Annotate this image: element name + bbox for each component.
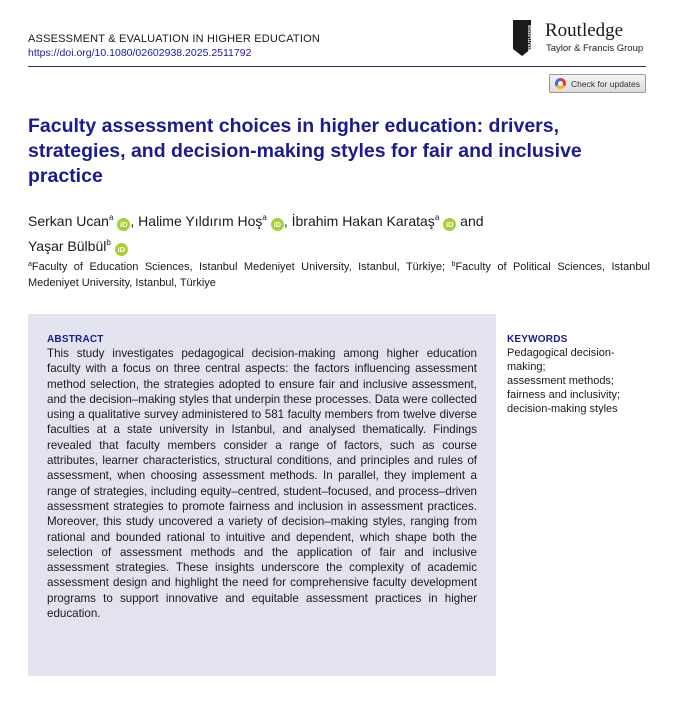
keyword-item: assessment methods; xyxy=(507,375,614,387)
header-divider xyxy=(28,66,646,67)
author-separator: and xyxy=(456,213,488,229)
abstract-text: This study investigates pedagogical decision-making among higher education faculty with a focus on three central aspects: the factors influencing assessment method selection, the strategies adopted to ensure fair and inclusive assessment, and the decision–making styles that underpin these processes. Data were collected using a qualitative survey administered to 581 faculty members from twelve diverse faculties at a state university in Istanbul, and analysed thematically. Findings revealed that faculty members consider a range of factors, such as course attributes, learner characteristics, structural conditions, and principles and rules of assessment, when choosing assessment methods. In parallel, they implement a range of strategies, including equity–centred, student–focused, and process–driven assessment strategies to promote fairness and inclusion in assessment practices. Moreover, this study uncovered a variety of decision–making styles, ranging from rational and bounded rational to intuitive and dependent, which shape both the selection of assessment methods and the application of fair and inclusive assessment strategies. These insights underscore the complexity of academic assessment design and highlight the need for comprehensive faculty development programs to support innovative and equitable assessment practices in higher education. xyxy=(47,347,477,621)
crossmark-icon xyxy=(555,78,566,89)
author-name[interactable]: İbrahim Hakan Karataş xyxy=(291,213,435,229)
affiliation-mark: b xyxy=(451,261,456,268)
orcid-icon[interactable]: iD xyxy=(271,218,284,231)
keyword-item: fairness and inclusivity; xyxy=(507,389,621,401)
publisher-logo xyxy=(511,19,651,59)
author-name[interactable]: Yaşar Bülbül xyxy=(28,238,107,254)
author-affiliation-mark: b xyxy=(106,238,111,247)
author-name[interactable]: Halime Yıldırım Hoş xyxy=(138,213,263,229)
affiliation-text: Faculty of Education Sciences, Istanbul Medeniyet University, Istanbul, Türkiye; xyxy=(31,261,452,273)
author-affiliation-mark: a xyxy=(108,213,114,222)
author-list xyxy=(28,207,638,257)
abstract-panel xyxy=(28,314,496,676)
author-affiliation-mark: a xyxy=(434,213,440,222)
keywords-list xyxy=(507,346,647,416)
author-separator: , xyxy=(283,213,292,229)
orcid-icon[interactable]: iD xyxy=(443,218,456,231)
affiliation-mark: a xyxy=(28,261,32,268)
affiliations xyxy=(28,257,650,291)
keywords-panel xyxy=(507,333,647,416)
publisher-group: Taylor & Francis Group xyxy=(546,43,644,54)
journal-name: ASSESSMENT & EVALUATION IN HIGHER EDUCATION xyxy=(28,33,321,45)
abstract-heading: ABSTRACT xyxy=(47,334,104,345)
keyword-item: Pedagogical decision-making; xyxy=(507,347,615,373)
orcid-icon[interactable]: iD xyxy=(115,243,128,256)
publisher-mark-text: ROUTLEDGE xyxy=(527,24,532,52)
article-title: Faculty assessment choices in higher education: drivers, strategies, and decision-making styles for fair and inclusive practice xyxy=(28,115,582,187)
check-for-updates-label: Check for updates xyxy=(571,78,640,89)
check-for-updates-button[interactable] xyxy=(549,74,646,93)
doi-link[interactable]: https://doi.org/10.1080/02602938.2025.2511792 xyxy=(28,47,252,59)
routledge-mark-icon xyxy=(511,19,533,57)
author-name[interactable]: Serkan Ucan xyxy=(28,213,109,229)
publisher-name: Routledge xyxy=(545,20,624,41)
author-separator: , xyxy=(130,213,139,229)
keyword-item: decision-making styles xyxy=(507,403,618,415)
author-affiliation-mark: a xyxy=(262,213,267,222)
affiliation-text: Faculty of Political Sciences, Istanbul Medeniyet University, Istanbul, Türkiye xyxy=(28,261,650,289)
orcid-icon[interactable]: iD xyxy=(117,218,130,231)
keywords-heading: KEYWORDS xyxy=(507,334,568,345)
